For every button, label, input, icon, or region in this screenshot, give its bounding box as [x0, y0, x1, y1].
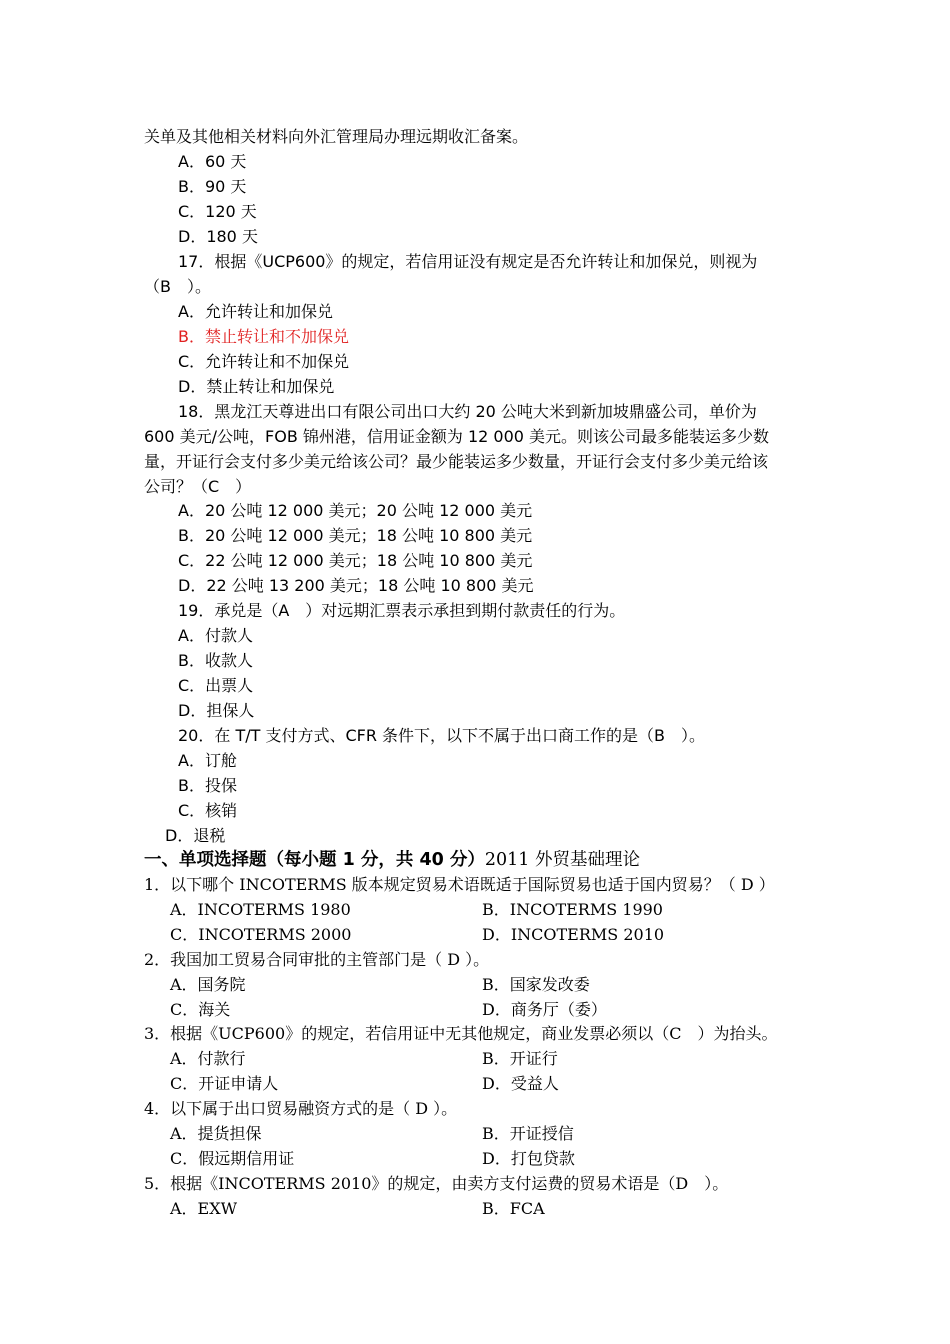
sb-q1-stem: 1．以下哪个 INCOTERMS 版本规定贸易术语既适于国际贸易也适于国内贸易？（ D ） [144, 875, 775, 894]
sb-q2-option-b: B．国家发改委 [482, 975, 590, 994]
q19-option-b: B．收款人 [178, 651, 253, 670]
q20-stem: 20．在 T/T 支付方式、CFR 条件下，以下不属于出口商工作的是（B ）。 [178, 726, 706, 745]
q20-option-d: D．退税 [165, 826, 226, 845]
q18-option-c: C．22 公吨 12 000 美元；18 公吨 10 800 美元 [178, 551, 533, 570]
sb-q5-option-a: A．EXW [170, 1199, 238, 1218]
q18-stem-line2: 600 美元/公吨，FOB 锦州港，信用证金额为 12 000 美元。则该公司最多能装运多少数 [144, 427, 770, 446]
q17-option-d: D．禁止转让和加保兑 [178, 377, 335, 396]
sb-q2-option-d: D．商务厅（委） [482, 1000, 607, 1019]
sb-q3-option-d: D．受益人 [482, 1074, 559, 1093]
q18-stem-line3: 量，开证行会支付多少美元给该公司？最少能装运多少数量，开证行会支付多少美元给该 [144, 452, 769, 471]
intro-line: 关单及其他相关材料向外汇管理局办理远期收汇备案。 [144, 127, 529, 146]
q17-stem-line2: （B ）。 [144, 277, 211, 296]
q16-option-c: C．120 天 [178, 202, 257, 221]
q17-option-c: C．允许转让和不加保兑 [178, 352, 350, 371]
sb-q4-stem: 4．以下属于出口贸易融资方式的是（ D ）。 [144, 1099, 458, 1118]
q16-option-d: D．180 天 [178, 227, 258, 246]
q19-stem: 19．承兑是（A ）对远期汇票表示承担到期付款责任的行为。 [178, 601, 626, 620]
sb-q3-option-b: B．开证行 [482, 1049, 558, 1068]
sb-q2-option-a: A．国务院 [170, 975, 246, 994]
sb-q4-option-d: D．打包贷款 [482, 1149, 575, 1168]
sb-q3-option-a: A．付款行 [170, 1049, 246, 1068]
q20-option-b: B．投保 [178, 776, 237, 795]
q18-option-a: A．20 公吨 12 000 美元；20 公吨 12 000 美元 [178, 501, 533, 520]
sb-q4-option-c: C．假远期信用证 [170, 1149, 295, 1168]
q18-option-d: D．22 公吨 13 200 美元；18 公吨 10 800 美元 [178, 576, 534, 595]
q16-option-b: B．90 天 [178, 177, 247, 196]
q16-option-a: A．60 天 [178, 152, 247, 171]
section-heading-main: 一、单项选择题（每小题 1 分，共 40 分） [144, 850, 485, 870]
section-heading [144, 849, 640, 871]
q18-stem-line4: 公司？（C ） [144, 477, 252, 496]
sb-q5-stem: 5．根据《INCOTERMS 2010》的规定，由卖方支付运费的贸易术语是（D ）。 [144, 1174, 729, 1193]
q20-option-a: A．订舱 [178, 751, 237, 770]
q17-option-a: A．允许转让和加保兑 [178, 302, 333, 321]
sb-q3-stem: 3．根据《UCP600》的规定，若信用证中无其他规定，商业发票必须以（C ）为抬头。 [144, 1024, 778, 1043]
sb-q1-option-c: C．INCOTERMS 2000 [170, 925, 352, 944]
q19-option-d: D．担保人 [178, 701, 255, 720]
q17-option-b-highlighted: B．禁止转让和不加保兑 [178, 327, 349, 346]
q17-stem-line1: 17．根据《UCP600》的规定，若信用证没有规定是否允许转让和加保兑，则视为 [178, 252, 758, 271]
q20-option-c: C．核销 [178, 801, 238, 820]
sb-q4-option-a: A．提货担保 [170, 1124, 262, 1143]
sb-q3-option-c: C．开证申请人 [170, 1074, 279, 1093]
sb-q5-option-b: B．FCA [482, 1199, 545, 1218]
q19-option-a: A．付款人 [178, 626, 253, 645]
sb-q2-stem: 2．我国加工贸易合同审批的主管部门是（ D ）。 [144, 950, 490, 969]
q19-option-c: C．出票人 [178, 676, 254, 695]
q18-option-b: B．20 公吨 12 000 美元；18 公吨 10 800 美元 [178, 526, 533, 545]
sb-q4-option-b: B．开证授信 [482, 1124, 574, 1143]
sb-q1-option-b: B．INCOTERMS 1990 [482, 900, 663, 919]
sb-q1-option-d: D．INCOTERMS 2010 [482, 925, 665, 944]
section-heading-year: 2011 外贸基础理论 [484, 850, 641, 870]
sb-q2-option-c: C．海关 [170, 1000, 231, 1019]
sb-q1-option-a: A．INCOTERMS 1980 [170, 900, 351, 919]
q18-stem-line1: 18．黑龙江天尊进出口有限公司出口大约 20 公吨大米到新加坡鼎盛公司，单价为 [178, 402, 757, 421]
